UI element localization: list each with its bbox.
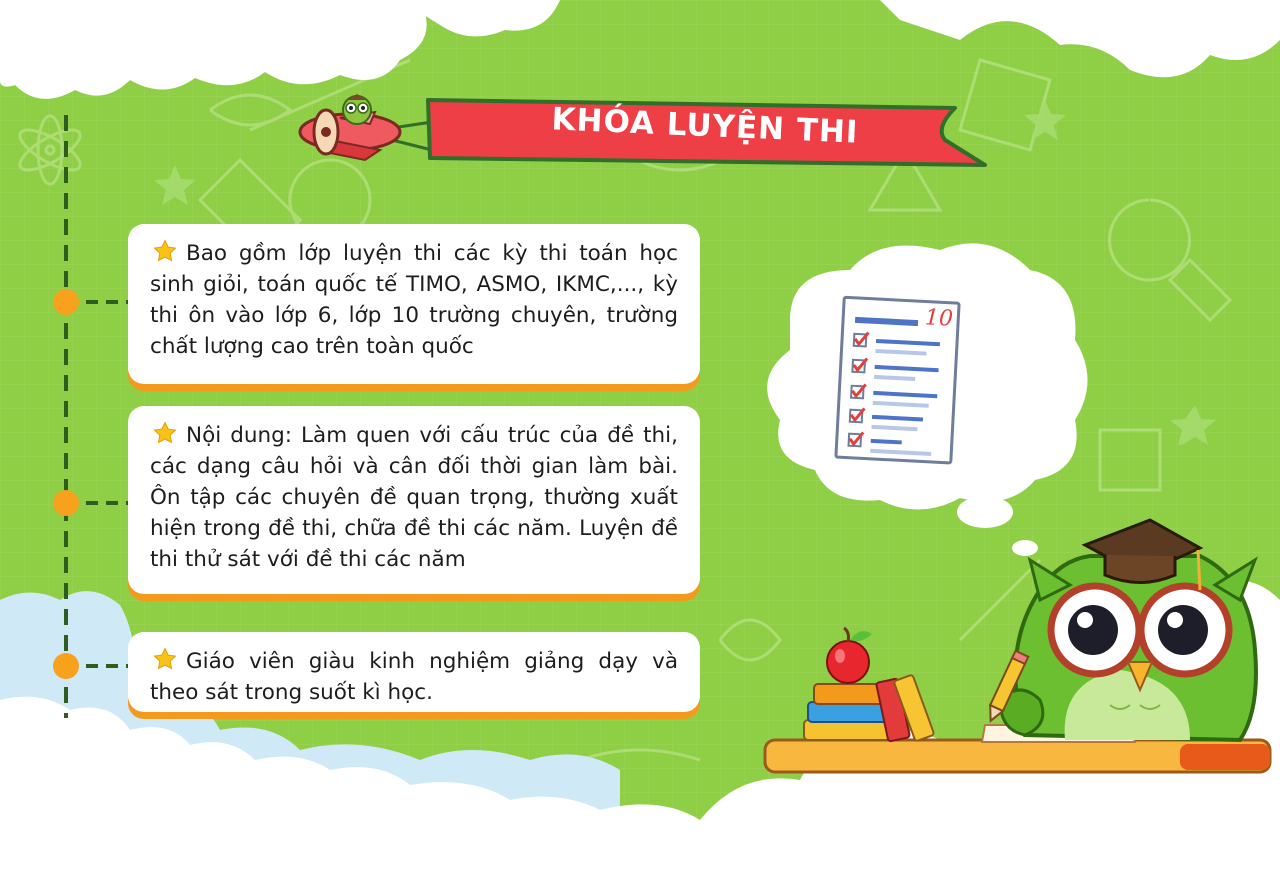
test-score: 10 (924, 305, 954, 332)
card-text: Nội dung: Làm quen với cấu trúc của đề thi, các dạng câu hỏi và cân đối thời gian làm bài. Ôn tập các chuyên đề quan trọng, thường xuất hiện trong đề thi, chữa đề thi các năm. Luyện đề thi thử sát với đề thi các năm (150, 423, 678, 572)
card-text: Bao gồm lớp luyện thi các kỳ thi toán học sinh giỏi, toán quốc tế TIMO, ASMO, IKMC,..., kỳ thi ôn vào lớp 6, lớp 10 trường chuyên, trường chất lượng cao trên toàn quốc (150, 241, 678, 359)
books-icon (804, 675, 934, 742)
card-text: Giáo viên giàu kinh nghiệm giảng dạy và theo sát trong suốt kì học. (150, 649, 678, 705)
apple-icon (827, 628, 872, 683)
owl-character (1000, 520, 1256, 740)
banner-title: KHÓA LUYỆN THI (550, 101, 860, 151)
